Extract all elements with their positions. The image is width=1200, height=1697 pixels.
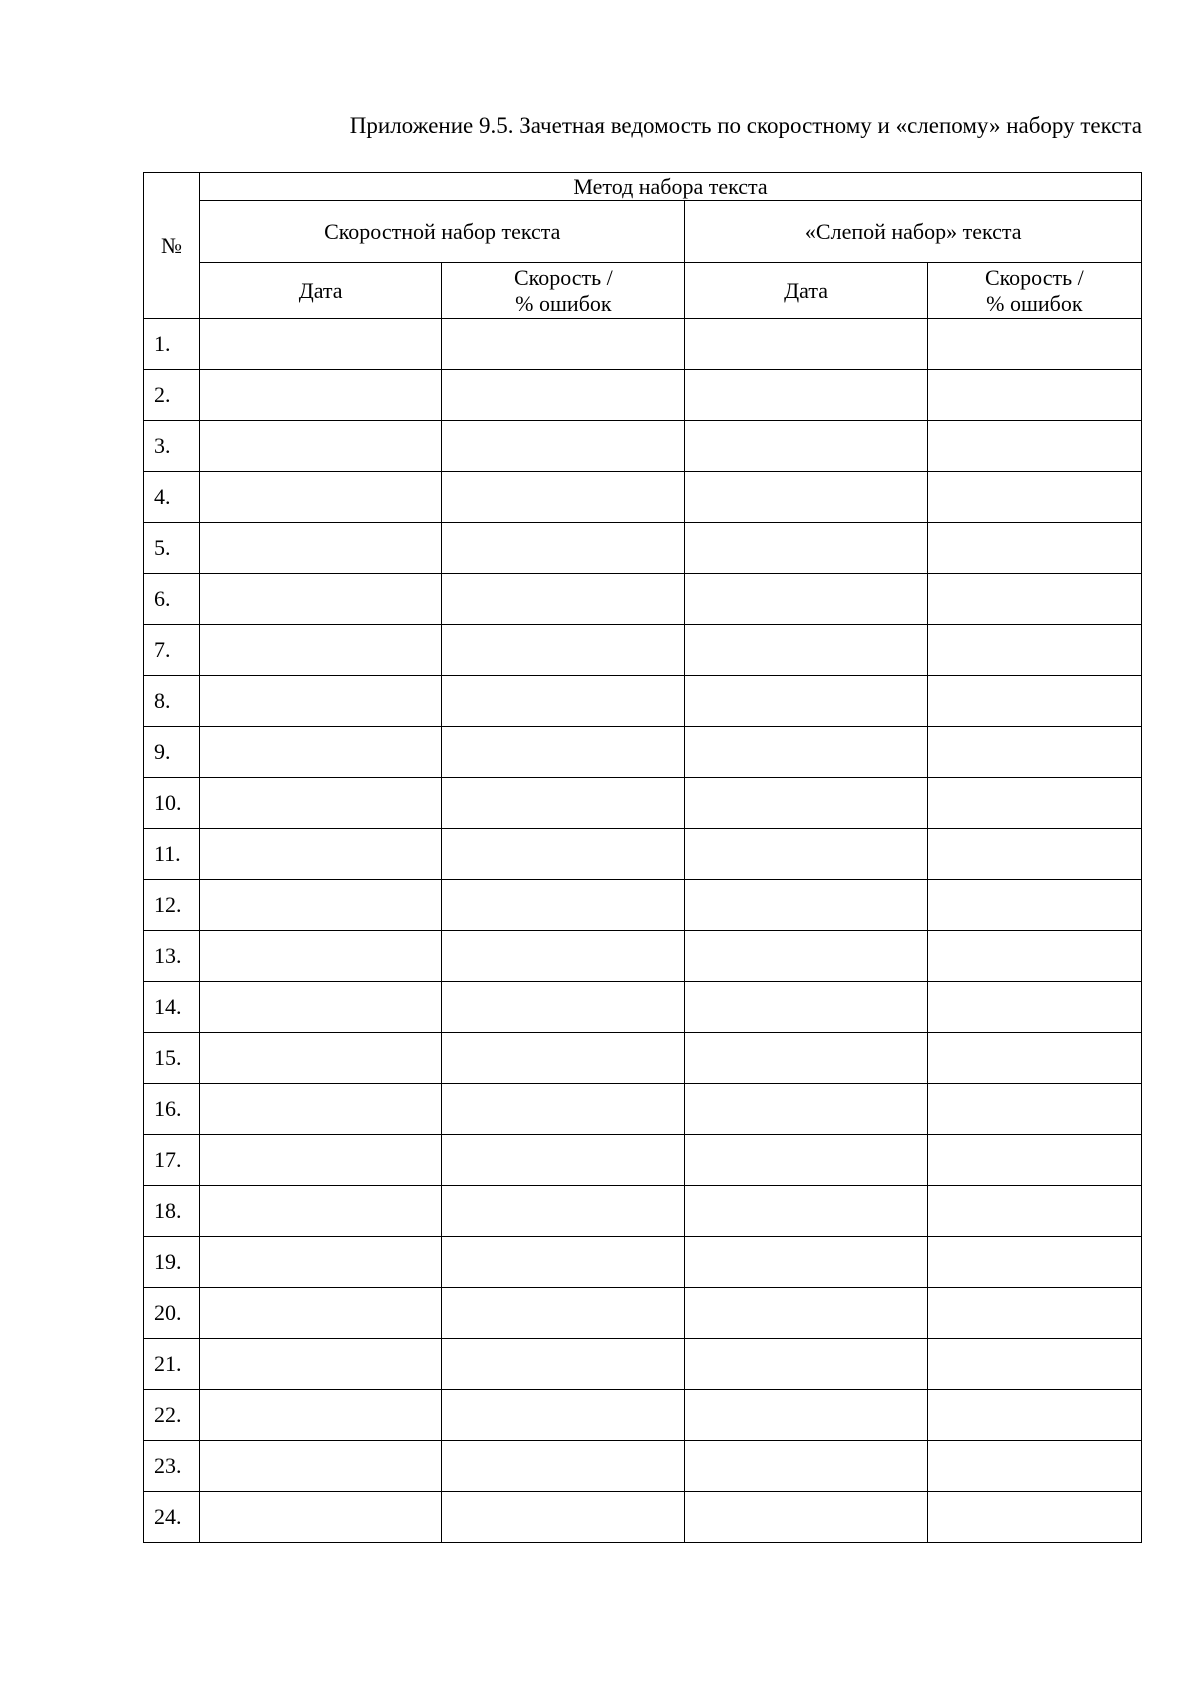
blind-result-cell xyxy=(927,1237,1141,1288)
blind-date-cell xyxy=(685,829,927,880)
blind-date-cell xyxy=(685,574,927,625)
speed-result-cell xyxy=(442,523,685,574)
speed-date-cell xyxy=(200,778,442,829)
blind-date-cell xyxy=(685,1033,927,1084)
speed-date-cell xyxy=(200,1288,442,1339)
blind-date-cell xyxy=(685,421,927,472)
table-row xyxy=(144,982,1142,1033)
row-number: 6. xyxy=(144,574,200,625)
blind-date-cell xyxy=(685,1084,927,1135)
table-row xyxy=(144,778,1142,829)
blind-date-header: Дата xyxy=(685,263,927,319)
speed-result-cell xyxy=(442,370,685,421)
blind-date-cell xyxy=(685,319,927,370)
speed-result-cell xyxy=(442,1084,685,1135)
row-number: 2. xyxy=(144,370,200,421)
speed-date-cell xyxy=(200,676,442,727)
row-number: 15. xyxy=(144,1033,200,1084)
speed-result-cell xyxy=(442,727,685,778)
blind-result-cell xyxy=(927,1186,1141,1237)
speed-date-cell xyxy=(200,625,442,676)
speed-date-cell xyxy=(200,1033,442,1084)
blind-result-cell xyxy=(927,676,1141,727)
speed-result-cell xyxy=(442,829,685,880)
speed-result-cell xyxy=(442,625,685,676)
blind-date-cell xyxy=(685,931,927,982)
blind-date-cell xyxy=(685,676,927,727)
blind-date-cell xyxy=(685,472,927,523)
row-number: 10. xyxy=(144,778,200,829)
speed-date-cell xyxy=(200,931,442,982)
row-number: 16. xyxy=(144,1084,200,1135)
speed-date-cell xyxy=(200,472,442,523)
document-caption: Приложение 9.5. Зачетная ведомость по скоростному и «слепому» набору текста xyxy=(349,113,1142,138)
speed-result-cell xyxy=(442,982,685,1033)
speed-result-cell xyxy=(442,931,685,982)
speed-result-cell xyxy=(442,1033,685,1084)
row-number: 24. xyxy=(144,1492,200,1543)
speed-date-cell xyxy=(200,1390,442,1441)
row-number: 12. xyxy=(144,880,200,931)
speed-result-cell xyxy=(442,880,685,931)
speed-result-header-line1: Скорость / xyxy=(513,264,613,290)
row-number: 20. xyxy=(144,1288,200,1339)
blind-result-cell xyxy=(927,574,1141,625)
row-number: 17. xyxy=(144,1135,200,1186)
row-number: 22. xyxy=(144,1390,200,1441)
speed-date-cell xyxy=(200,1339,442,1390)
row-number: 1. xyxy=(144,319,200,370)
speed-typing-group-header: Скоростной набор текста xyxy=(200,201,685,263)
table-row xyxy=(144,574,1142,625)
blind-result-header-line2: % ошибок xyxy=(986,290,1083,316)
blind-date-cell xyxy=(685,1135,927,1186)
row-number: 4. xyxy=(144,472,200,523)
blind-result-cell xyxy=(927,370,1141,421)
sheet-body xyxy=(144,319,1142,1543)
table-row xyxy=(144,1441,1142,1492)
table-row xyxy=(144,1135,1142,1186)
blind-result-cell xyxy=(927,421,1141,472)
blind-date-cell xyxy=(685,727,927,778)
speed-date-cell xyxy=(200,1186,442,1237)
row-number: 7. xyxy=(144,625,200,676)
table-row xyxy=(144,829,1142,880)
speed-date-cell xyxy=(200,1441,442,1492)
row-number: 9. xyxy=(144,727,200,778)
blind-date-cell xyxy=(685,523,927,574)
blind-date-cell xyxy=(685,1339,927,1390)
speed-result-cell xyxy=(442,421,685,472)
table-row xyxy=(144,1288,1142,1339)
speed-result-cell xyxy=(442,1186,685,1237)
speed-result-header-line2: % ошибок xyxy=(515,290,612,316)
table-row xyxy=(144,727,1142,778)
speed-date-cell xyxy=(200,370,442,421)
table-row xyxy=(144,1186,1142,1237)
blind-result-cell xyxy=(927,1339,1141,1390)
blind-result-cell xyxy=(927,319,1141,370)
speed-result-cell xyxy=(442,472,685,523)
blind-result-cell xyxy=(927,472,1141,523)
row-number: 19. xyxy=(144,1237,200,1288)
blind-result-cell xyxy=(927,931,1141,982)
blind-result-cell xyxy=(927,1288,1141,1339)
row-number: 5. xyxy=(144,523,200,574)
speed-result-cell xyxy=(442,676,685,727)
table-row xyxy=(144,931,1142,982)
table-row xyxy=(144,370,1142,421)
speed-date-cell xyxy=(200,1237,442,1288)
table-row xyxy=(144,1084,1142,1135)
blind-date-cell xyxy=(685,1492,927,1543)
speed-result-header xyxy=(442,263,685,319)
speed-date-cell xyxy=(200,1135,442,1186)
blind-date-cell xyxy=(685,1441,927,1492)
speed-date-cell xyxy=(200,1492,442,1543)
row-number: 14. xyxy=(144,982,200,1033)
blind-result-cell xyxy=(927,1084,1141,1135)
speed-date-cell xyxy=(200,1084,442,1135)
blind-date-cell xyxy=(685,1237,927,1288)
blind-result-header-line1: Скорость / xyxy=(984,264,1084,290)
table-row xyxy=(144,472,1142,523)
row-number: 23. xyxy=(144,1441,200,1492)
speed-result-cell xyxy=(442,778,685,829)
speed-result-cell xyxy=(442,1135,685,1186)
blind-result-header xyxy=(927,263,1141,319)
blind-date-cell xyxy=(685,880,927,931)
row-number: 21. xyxy=(144,1339,200,1390)
speed-date-cell xyxy=(200,880,442,931)
speed-date-cell xyxy=(200,574,442,625)
blind-date-cell xyxy=(685,1186,927,1237)
table-row xyxy=(144,1492,1142,1543)
speed-date-cell xyxy=(200,727,442,778)
blind-date-cell xyxy=(685,1288,927,1339)
blind-date-cell xyxy=(685,1390,927,1441)
speed-result-cell xyxy=(442,1237,685,1288)
table-row xyxy=(144,523,1142,574)
blind-result-cell xyxy=(927,1033,1141,1084)
speed-date-cell xyxy=(200,319,442,370)
blind-result-cell xyxy=(927,1492,1141,1543)
blind-result-cell xyxy=(927,982,1141,1033)
blind-result-cell xyxy=(927,880,1141,931)
table-row xyxy=(144,1033,1142,1084)
number-column-header: № xyxy=(144,173,200,319)
row-number: 13. xyxy=(144,931,200,982)
speed-date-header: Дата xyxy=(200,263,442,319)
speed-result-cell xyxy=(442,1339,685,1390)
table-row xyxy=(144,625,1142,676)
speed-date-cell xyxy=(200,829,442,880)
blind-result-cell xyxy=(927,778,1141,829)
row-number: 11. xyxy=(144,829,200,880)
speed-result-cell xyxy=(442,1288,685,1339)
table-row xyxy=(144,1237,1142,1288)
blind-result-cell xyxy=(927,1441,1141,1492)
speed-result-cell xyxy=(442,574,685,625)
blind-date-cell xyxy=(685,982,927,1033)
speed-date-cell xyxy=(200,982,442,1033)
table-row xyxy=(144,421,1142,472)
blind-date-cell xyxy=(685,370,927,421)
row-number: 3. xyxy=(144,421,200,472)
speed-result-cell xyxy=(442,319,685,370)
table-row xyxy=(144,880,1142,931)
table-row xyxy=(144,1390,1142,1441)
row-number: 18. xyxy=(144,1186,200,1237)
blind-result-cell xyxy=(927,1390,1141,1441)
blind-result-cell xyxy=(927,523,1141,574)
method-header: Метод набора текста xyxy=(200,173,1142,201)
speed-result-cell xyxy=(442,1390,685,1441)
blind-date-cell xyxy=(685,625,927,676)
blind-result-cell xyxy=(927,625,1141,676)
blind-typing-group-header: «Слепой набор» текста xyxy=(685,201,1142,263)
blind-result-cell xyxy=(927,1135,1141,1186)
grading-sheet-table xyxy=(143,172,1142,1543)
blind-date-cell xyxy=(685,778,927,829)
speed-date-cell xyxy=(200,421,442,472)
speed-date-cell xyxy=(200,523,442,574)
blind-result-cell xyxy=(927,829,1141,880)
table-row xyxy=(144,319,1142,370)
blind-result-cell xyxy=(927,727,1141,778)
table-row xyxy=(144,676,1142,727)
speed-result-cell xyxy=(442,1492,685,1543)
row-number: 8. xyxy=(144,676,200,727)
table-row xyxy=(144,1339,1142,1390)
speed-result-cell xyxy=(442,1441,685,1492)
